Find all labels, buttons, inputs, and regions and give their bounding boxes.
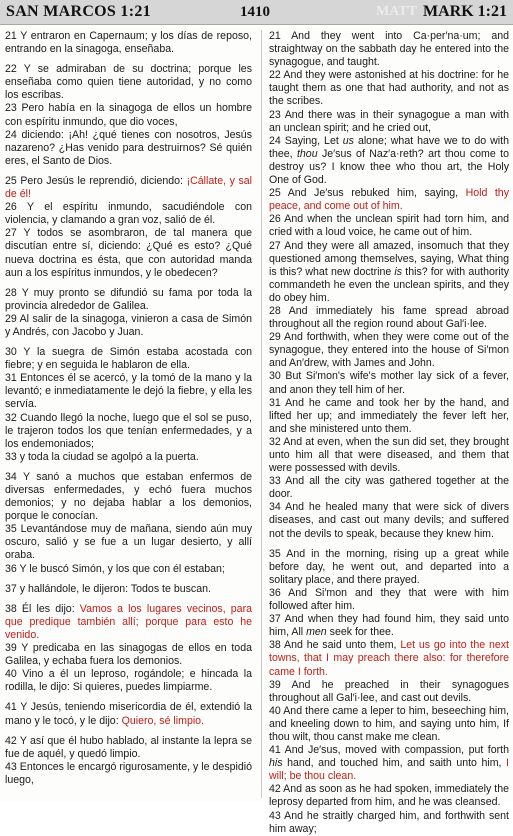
verse-text: 24 Saying, Let [269, 134, 343, 147]
verse-text: 32 And at even, when the sun did set, they brought unto him all that were diseased, and them that were possessed with devils. [269, 435, 509, 475]
verse-text: alone; what have we to do with thee, [269, 134, 509, 160]
spanish-verse [5, 63, 252, 102]
verse-text: 33 y toda la ciudad se agolpó a la puerta. [5, 450, 199, 463]
english-verse [269, 639, 509, 678]
verse-text: 43 Entonces le encargó rigurosamente, y le despidió luego, [5, 760, 252, 786]
spanish-verse [5, 227, 252, 279]
verse-text: 30 But Si′mon's wife's mother lay sick of a fever, and anon they tell him of her. [269, 370, 509, 396]
verse-text: 41 Y Jesús, teniendo misericordia de él, extendió la mano y le tocó, y le dijo: [5, 701, 252, 727]
english-verse [269, 331, 509, 370]
spanish-verse [5, 175, 252, 201]
verse-text: 31 Entonces él se acercó, y la tomó de la mano y la levantó; e inmediatamente le dejó la fiebre, y ella les servía. [5, 372, 252, 411]
red-letter-text: Let us go into the next towns, that I may preach there also: for therefore came I forth. [269, 639, 510, 678]
english-verse [269, 109, 509, 135]
verse-text: 42 Y así que él hubo hablado, al instante la lepra se fue de aquél, y quedó limpio. [5, 734, 252, 760]
spanish-verse [5, 761, 252, 787]
verse-text: 36 Y le buscó Simón, y los que con él estaban; [5, 562, 225, 575]
english-verse [269, 744, 509, 783]
verse-text: 39 Y predicaba en las sinagogas de ellos en toda Galilea, y echaba fuera los demonios. [5, 642, 252, 668]
verse-text: 38 Él les dijo: [5, 602, 80, 615]
verse-text: 21 Y entraron en Capernaum; y los días de reposo, entrando en la sinagoga, enseñaba. [5, 30, 252, 56]
verse-text: this? for with authority commandeth he even the unclean spirits, and they do obey him. [269, 265, 509, 304]
spanish-verse [5, 523, 252, 562]
english-verse [269, 613, 509, 639]
verse-text: 27 Y todos se asombraron, de tal manera que discutían entre sí, diciendo: ¿Qué es esto? ¿Qué nueva doctrina es ésta, que con autoridad manda aun a los espíritus inmundos, y le obedecen? [5, 227, 252, 279]
english-verse [269, 397, 509, 436]
red-letter-text: Hold thy peace, and come out of him. [269, 187, 509, 213]
verse-text: 21 And they went into Ca·per′na·um; and straightway on the sabbath day he entered into the synagogue, and taught. [269, 30, 509, 69]
english-verse [269, 501, 509, 540]
red-letter-text: ¡Cállate, y sal de él! [5, 174, 252, 201]
spanish-verse [5, 735, 252, 761]
verse-text: 24 diciendo: ¡Ah! ¿qué tienes con nosotros, Jesús nazareno? ¿Has venido para destruirnos? Sé quién eres, el Santo de Dios. [5, 128, 252, 167]
verse-text: 22 Y se admiraban de su doctrina; porque les enseñaba como quien tiene autoridad, y no como los escribas. [5, 63, 252, 102]
verse-text: 26 And when the unclean spirit had torn him, and cried with a loud voice, he came out of him. [269, 213, 509, 239]
verse-text: 39 And he preached in their synagogues throughout all Gal′i·lee, and cast out devils. [269, 678, 509, 704]
english-verse [269, 548, 509, 587]
verse-text: 28 And immediately his fame spread abroad throughout all the region round about Gal′i·lee. [269, 304, 509, 331]
verse-text: 41 And Je′sus, moved with compassion, put forth [269, 744, 509, 757]
red-letter-text: Quiero, sé limpio. [121, 714, 205, 727]
verse-text: Je′sus of Naz′a·reth? art thou come to destroy us? I know thee who thou art, the Holy One of God. [269, 147, 509, 187]
verse-text: 28 Y muy pronto se difundió su fama por toda la provincia alrededor de Galilea. [5, 286, 252, 312]
spanish-verse [5, 451, 252, 464]
verse-text: 25 Pero Jesús le reprendió, diciendo: [5, 174, 187, 187]
verse-text: hand, and touched him, and saith unto him, [282, 757, 507, 770]
spanish-verse [5, 372, 252, 411]
verse-text: 32 Cuando llegó la noche, luego que el sol se puso, le trajeron todos los que tenían enfermedades, y a los endemoniados; [5, 411, 252, 450]
italic-text: men [306, 626, 327, 639]
verse-text: 43 And he straitly charged him, and forthwith sent him away; [269, 809, 509, 835]
spanish-verse [5, 102, 252, 128]
header-right-reference: MARK 1:21 [423, 3, 507, 20]
english-verse [269, 305, 509, 331]
column-divider [261, 30, 262, 798]
verse-text: 23 And there was in their synagogue a man with an unclean spirit; and he cried out, [269, 108, 509, 134]
spanish-verse [5, 471, 252, 523]
red-letter-text: Vamos a los lugares vecinos, para que predique también allí; porque para esto he venido. [5, 602, 252, 641]
verse-text: seek for thee. [326, 626, 394, 639]
english-verse [269, 810, 509, 836]
verse-text: 25 And Je′sus rebuked him, saying, [269, 187, 466, 200]
verse-text: 22 And they were astonished at his doctrine: for he taught them as one that had authority, and not as the scribes. [269, 69, 509, 108]
spanish-verse [5, 313, 252, 339]
english-verse [269, 187, 509, 213]
verse-text: 29 Al salir de la sinagoga, vinieron a casa de Simón y Andrés, con Jacobo y Juan. [5, 312, 252, 338]
header-ghost-text: MATT [376, 4, 417, 19]
italic-text: us [342, 134, 354, 147]
spanish-verse [5, 129, 252, 168]
verse-text: 40 And there came a leper to him, beseeching him, and kneeling down to him, and saying unto him, If thou wilt, thou canst make me clean. [269, 704, 509, 743]
verse-text: 26 Y el espíritu inmundo, sacudiéndole con violencia, y clamando a gran voz, salió de él. [5, 201, 252, 227]
english-verse [269, 587, 509, 613]
verse-text: 34 Y sanó a muchos que estaban enfermos de diversas enfermedades, y echó fuera muchos demonios; y no dejaba hablar a los demonios, porque le conocían. [5, 470, 252, 523]
verse-text: 33 And all the city was gathered together at the door. [269, 475, 509, 501]
spanish-verse [5, 346, 252, 372]
verse-text: 35 And in the morning, rising up a great while before day, he went out, and departed into a solitary place, and there prayed. [269, 547, 509, 586]
spanish-verse [5, 563, 252, 576]
verse-text: 38 And he said unto them, [269, 639, 401, 652]
verse-text: 27 And they were all amazed, insomuch that they questioned among themselves, saying, What thing is this? what new doctrine [269, 239, 509, 278]
running-header [0, 0, 513, 25]
english-column [269, 30, 509, 836]
english-verse [269, 69, 509, 108]
english-verse [269, 705, 509, 744]
english-verse [269, 783, 509, 809]
english-verse [269, 436, 509, 475]
red-letter-text: I will; be thou clean. [269, 757, 509, 783]
spanish-verse [5, 603, 252, 642]
verse-text: 35 Levantándose muy de mañana, siendo aún muy oscuro, salió y se fue a un lugar desierto, y allí oraba. [5, 523, 252, 562]
spanish-verse [5, 642, 252, 668]
spanish-verse [5, 30, 252, 56]
english-verse [269, 213, 509, 239]
english-verse [269, 135, 509, 187]
italic-text: thou [296, 147, 318, 160]
verse-text: 30 Y la suegra de Simón estaba acostada con fiebre; y en seguida le hablaron de ella. [5, 346, 252, 372]
spanish-verse [5, 412, 252, 451]
english-verse [269, 679, 509, 705]
spanish-verse [5, 287, 252, 313]
verse-text: 37 And when they had found him, they said unto him, All [269, 613, 509, 639]
header-left-reference: SAN MARCOS 1:21 [6, 3, 151, 20]
verse-text: 40 Vino a él un leproso, rogándole; e hincada la rodilla, le dijo: Si quieres, puedes limpiarme. [5, 668, 252, 694]
english-verse [269, 240, 509, 305]
page-number: 1410 [240, 4, 270, 20]
verse-text: 31 And he came and took her by the hand, and lifted her up; and immediately the fever left her, and she ministered unto them. [269, 396, 509, 435]
verse-text: 37 y hallándole, le dijeron: Todos te buscan. [5, 582, 211, 595]
verse-text: 29 And forthwith, when they were come out of the synagogue, they entered into the house of Si′mon and An′drew, with James and John. [269, 331, 509, 370]
spanish-verse [5, 668, 252, 694]
english-verse [269, 30, 509, 69]
verse-text: 23 Pero había en la sinagoga de ellos un hombre con espíritu inmundo, que dio voces, [5, 102, 252, 128]
verse-text: 34 And he healed many that were sick of divers diseases, and cast out many devils; and suffered not the devils to speak, because they knew him. [269, 501, 509, 540]
italic-text: is [394, 265, 403, 278]
spanish-verse [5, 583, 252, 596]
verse-text: 42 And as soon as he had spoken, immediately the leprosy departed from him, and he was cleansed. [269, 783, 509, 809]
verse-text: 36 And Si′mon and they that were with him followed after him. [269, 586, 509, 613]
spanish-verse [5, 701, 252, 727]
spanish-verse [5, 201, 252, 227]
english-verse [269, 370, 509, 396]
spanish-column [5, 30, 252, 787]
english-verse [269, 475, 509, 501]
italic-text: his [269, 757, 283, 770]
